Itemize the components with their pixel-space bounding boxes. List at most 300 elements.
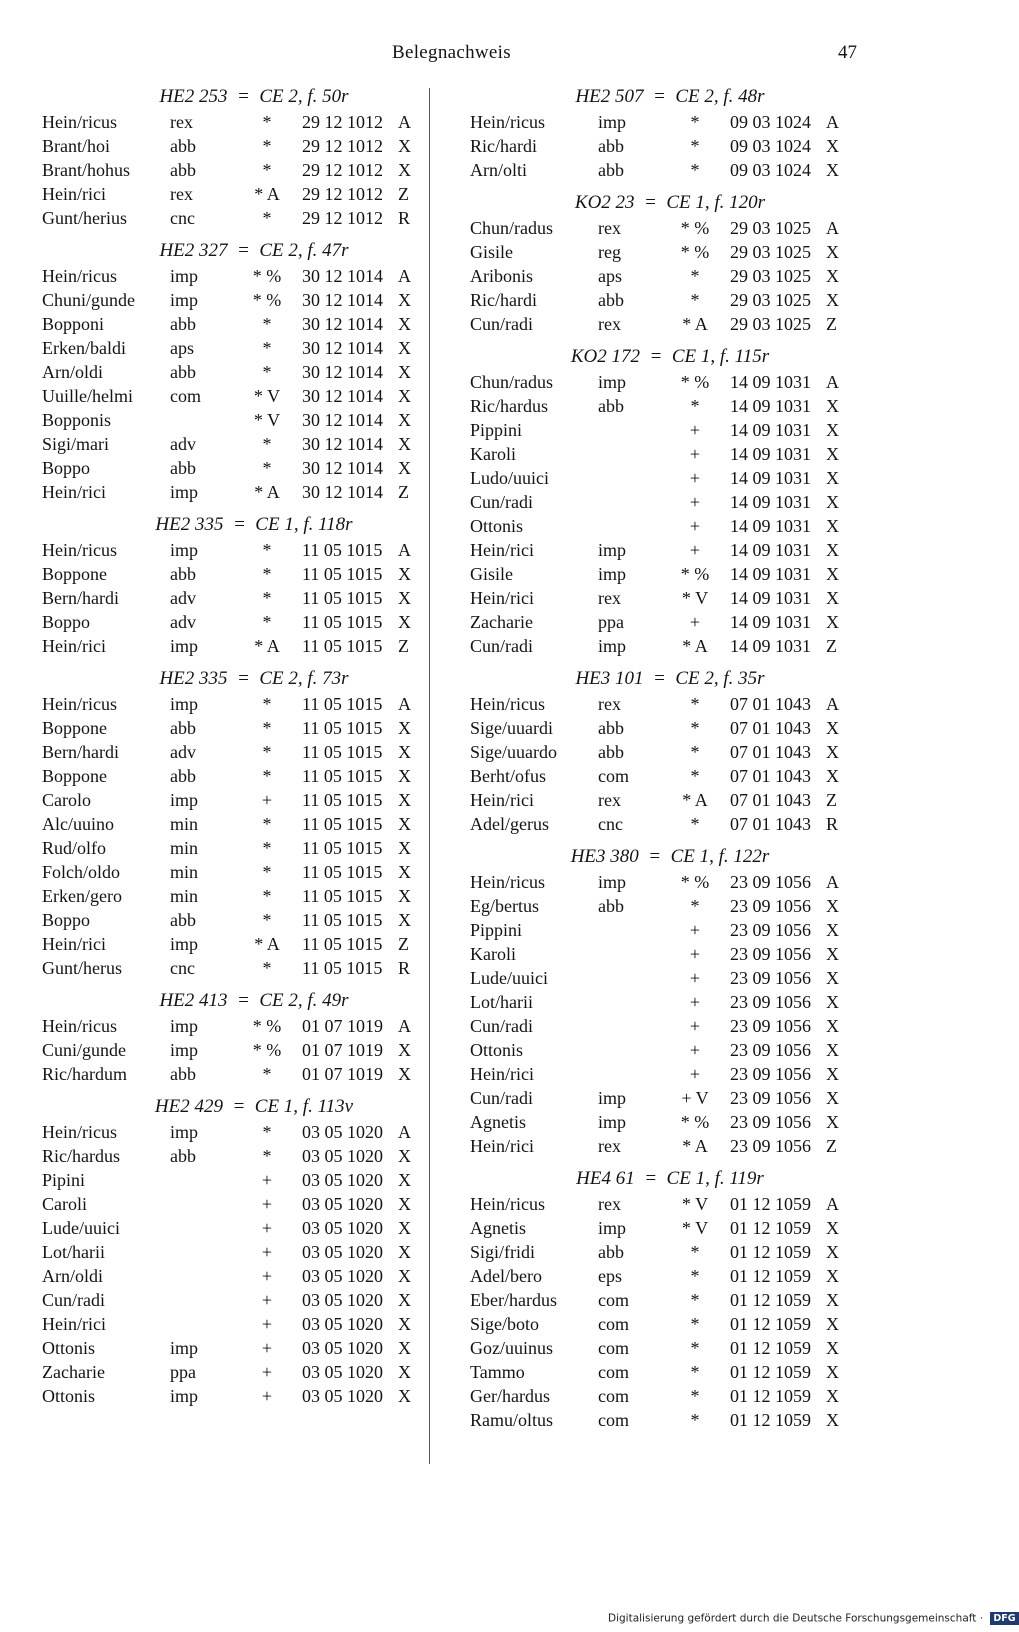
role: reg xyxy=(598,242,621,262)
mark: + xyxy=(261,1290,273,1310)
mark: * xyxy=(262,112,272,132)
entry-type: X xyxy=(398,564,411,584)
mark: + xyxy=(689,1064,701,1084)
mark: * xyxy=(262,742,272,762)
person-name: Lude/uuici xyxy=(470,968,548,988)
role: ppa xyxy=(170,1362,196,1382)
person-name: Sige/uuardo xyxy=(470,742,557,762)
entry-type: X xyxy=(826,492,839,512)
entry-row xyxy=(40,1360,432,1384)
left-column xyxy=(40,84,432,1416)
mark: * xyxy=(690,742,700,762)
person-name: Hein/rici xyxy=(42,184,106,204)
mark: * V xyxy=(681,1218,709,1238)
date: 30 12 1014 xyxy=(302,266,383,286)
date: 23 09 1056 xyxy=(730,1064,811,1084)
entry-row xyxy=(40,932,432,956)
role: com xyxy=(598,1290,629,1310)
date: 09 03 1024 xyxy=(730,160,811,180)
entry-type: X xyxy=(826,992,839,1012)
entry-row xyxy=(40,206,432,230)
person-name: Hein/rici xyxy=(470,1064,534,1084)
entry-type: A xyxy=(826,694,839,714)
entry-type: X xyxy=(826,968,839,988)
date: 11 05 1015 xyxy=(302,886,383,906)
mark: * V xyxy=(681,1194,709,1214)
mark: * xyxy=(262,540,272,560)
entry-row xyxy=(40,1144,432,1168)
role: eps xyxy=(598,1266,622,1286)
role: adv xyxy=(170,588,196,608)
mark: * % xyxy=(252,1016,282,1036)
entry-type: X xyxy=(398,338,411,358)
date: 23 09 1056 xyxy=(730,968,811,988)
role: abb xyxy=(598,136,624,156)
block-title: HE2 335 = CE 1, f. 118r xyxy=(155,514,353,535)
mark: * xyxy=(262,136,272,156)
entry-type: X xyxy=(826,420,839,440)
role: abb xyxy=(598,718,624,738)
role: imp xyxy=(170,290,199,310)
entry-row xyxy=(468,740,860,764)
block-title: HE3 101 = CE 2, f. 35r xyxy=(575,668,765,689)
entry-type: X xyxy=(398,290,411,310)
entry-row xyxy=(40,456,432,480)
mark: * xyxy=(690,814,700,834)
person-name: Hein/rici xyxy=(42,482,106,502)
entry-type: X xyxy=(398,136,411,156)
entry-row xyxy=(40,812,432,836)
entry-row xyxy=(468,1062,860,1086)
entry-row xyxy=(40,562,432,586)
role: cnc xyxy=(170,958,195,978)
entry-type: X xyxy=(398,814,411,834)
date: 01 12 1059 xyxy=(730,1194,811,1214)
entry-row xyxy=(40,1216,432,1240)
block-title: HE2 335 = CE 2, f. 73r xyxy=(159,668,349,689)
person-name: Boppo xyxy=(42,612,91,632)
entry-row xyxy=(468,490,860,514)
date: 29 03 1025 xyxy=(730,218,811,238)
role: abb xyxy=(598,742,624,762)
mark: + xyxy=(689,444,701,464)
entry-type: X xyxy=(398,766,411,786)
role: rex xyxy=(598,218,621,238)
date: 30 12 1014 xyxy=(302,410,383,430)
entry-row xyxy=(468,514,860,538)
entry-row xyxy=(40,716,432,740)
date: 29 03 1025 xyxy=(730,242,811,262)
person-name: Uuille/helmi xyxy=(42,386,133,406)
entry-type: X xyxy=(398,718,411,738)
mark: * xyxy=(690,694,700,714)
person-name: Chun/radus xyxy=(470,372,553,392)
entry-type: X xyxy=(398,1040,411,1060)
person-name: Adel/bero xyxy=(470,1266,542,1286)
entry-block xyxy=(40,512,432,658)
date: 14 09 1031 xyxy=(730,468,811,488)
person-name: Bern/hardi xyxy=(42,742,119,762)
mark: * % xyxy=(680,1112,710,1132)
entry-row xyxy=(468,716,860,740)
entry-type: X xyxy=(826,1386,839,1406)
entry-row xyxy=(40,610,432,634)
role: cnc xyxy=(170,208,195,228)
date: 14 09 1031 xyxy=(730,492,811,512)
mark: + xyxy=(689,1040,701,1060)
entry-type: X xyxy=(826,1016,839,1036)
entry-type: X xyxy=(826,468,839,488)
date: 23 09 1056 xyxy=(730,1040,811,1060)
mark: + V xyxy=(681,1088,709,1108)
mark: * xyxy=(262,1064,272,1084)
role: abb xyxy=(598,896,624,916)
role: com xyxy=(598,766,629,786)
entry-type: X xyxy=(826,1410,839,1430)
entry-row xyxy=(40,110,432,134)
entry-row xyxy=(468,418,860,442)
mark: + xyxy=(689,992,701,1012)
entry-row xyxy=(468,216,860,240)
entry-type: A xyxy=(398,112,411,132)
person-name: Lude/uuici xyxy=(42,1218,120,1238)
mark: * % xyxy=(680,372,710,392)
person-name: Folch/oldo xyxy=(42,862,121,882)
role: abb xyxy=(598,160,624,180)
person-name: Ramu/oltus xyxy=(470,1410,554,1430)
person-name: Ric/hardi xyxy=(470,136,537,156)
person-name: Gunt/herus xyxy=(42,958,122,978)
mark: * xyxy=(262,208,272,228)
entry-type: X xyxy=(398,1290,411,1310)
entry-type: X xyxy=(826,1362,839,1382)
mark: * xyxy=(690,1386,700,1406)
person-name: Alc/uuino xyxy=(42,814,114,834)
person-name: Sige/uuardi xyxy=(470,718,553,738)
person-name: Hein/ricus xyxy=(42,266,117,286)
mark: * xyxy=(262,314,272,334)
entry-type: X xyxy=(398,1314,411,1334)
date: 07 01 1043 xyxy=(730,790,811,810)
person-name: Ric/hardus xyxy=(470,396,548,416)
entry-row xyxy=(40,480,432,504)
entry-row xyxy=(468,788,860,812)
entry-type: A xyxy=(398,694,411,714)
entry-type: X xyxy=(398,1338,411,1358)
date: 07 01 1043 xyxy=(730,718,811,738)
date: 11 05 1015 xyxy=(302,766,383,786)
person-name: Hein/ricus xyxy=(42,1016,117,1036)
block-title: HE4 61 = CE 1, f. 119r xyxy=(576,1168,764,1189)
entry-row xyxy=(468,1110,860,1134)
date: 23 09 1056 xyxy=(730,992,811,1012)
date: 14 09 1031 xyxy=(730,612,811,632)
entry-row xyxy=(40,182,432,206)
block-title: KO2 172 = CE 1, f. 115r xyxy=(570,346,770,367)
date: 30 12 1014 xyxy=(302,338,383,358)
person-name: Zacharie xyxy=(470,612,533,632)
person-name: Hein/ricus xyxy=(42,540,117,560)
role: aps xyxy=(170,338,194,358)
date: 03 05 1020 xyxy=(302,1122,383,1142)
date: 03 05 1020 xyxy=(302,1338,383,1358)
entry-row xyxy=(40,264,432,288)
person-name: Hein/rici xyxy=(42,934,106,954)
entry-type: A xyxy=(826,112,839,132)
role: cnc xyxy=(598,814,623,834)
entry-row xyxy=(40,740,432,764)
mark: * xyxy=(262,434,272,454)
person-name: Ottonis xyxy=(42,1386,96,1406)
entry-block xyxy=(40,1094,432,1408)
entry-row xyxy=(40,1312,432,1336)
entry-type: X xyxy=(398,362,411,382)
entry-type: X xyxy=(398,588,411,608)
mark: * xyxy=(690,1410,700,1430)
person-name: Pipini xyxy=(42,1170,86,1190)
entry-row xyxy=(468,1014,860,1038)
date: 14 09 1031 xyxy=(730,588,811,608)
role: imp xyxy=(170,694,199,714)
entry-type: X xyxy=(826,540,839,560)
entry-row xyxy=(40,764,432,788)
role: imp xyxy=(170,266,199,286)
role: rex xyxy=(598,1194,621,1214)
mark: * % xyxy=(680,218,710,238)
date: 03 05 1020 xyxy=(302,1218,383,1238)
entry-row xyxy=(468,610,860,634)
date: 11 05 1015 xyxy=(302,958,383,978)
person-name: Ric/hardi xyxy=(470,290,537,310)
entry-row xyxy=(40,432,432,456)
mark: * xyxy=(262,1146,272,1166)
entry-type: X xyxy=(398,434,411,454)
entry-type: Z xyxy=(826,636,837,656)
mark: * xyxy=(262,338,272,358)
mark: * xyxy=(262,862,272,882)
mark: + xyxy=(689,516,701,536)
entry-row xyxy=(468,1134,860,1158)
entry-row xyxy=(468,442,860,466)
role: imp xyxy=(170,1338,199,1358)
date: 01 07 1019 xyxy=(302,1016,383,1036)
mark: + xyxy=(261,1266,273,1286)
entry-row xyxy=(40,538,432,562)
entry-type: X xyxy=(826,516,839,536)
mark: * % xyxy=(252,1040,282,1060)
role: abb xyxy=(170,1146,196,1166)
date: 01 07 1019 xyxy=(302,1040,383,1060)
entry-type: A xyxy=(826,1194,839,1214)
date: 14 09 1031 xyxy=(730,564,811,584)
person-name: Cun/radi xyxy=(470,492,533,512)
mark: + xyxy=(261,790,273,810)
mark: + xyxy=(689,420,701,440)
entry-row xyxy=(40,908,432,932)
role: abb xyxy=(598,290,624,310)
role: imp xyxy=(598,1088,627,1108)
entry-type: X xyxy=(826,1314,839,1334)
date: 30 12 1014 xyxy=(302,362,383,382)
entry-row xyxy=(40,1192,432,1216)
role: imp xyxy=(170,636,199,656)
entry-type: X xyxy=(826,564,839,584)
mark: * % xyxy=(680,242,710,262)
entry-block xyxy=(468,84,860,182)
date: 30 12 1014 xyxy=(302,458,383,478)
mark: * xyxy=(690,160,700,180)
person-name: Arn/oldi xyxy=(42,362,103,382)
date: 07 01 1043 xyxy=(730,694,811,714)
page-header xyxy=(0,42,1000,70)
mark: * xyxy=(262,1122,272,1142)
entry-row xyxy=(468,562,860,586)
entry-type: X xyxy=(826,1112,839,1132)
entry-type: X xyxy=(826,266,839,286)
date: 01 12 1059 xyxy=(730,1266,811,1286)
entry-row xyxy=(468,966,860,990)
person-name: Adel/gerus xyxy=(470,814,549,834)
entry-type: A xyxy=(826,218,839,238)
entry-row xyxy=(468,894,860,918)
date: 23 09 1056 xyxy=(730,1088,811,1108)
mark: * xyxy=(262,612,272,632)
date: 11 05 1015 xyxy=(302,694,383,714)
date: 03 05 1020 xyxy=(302,1386,383,1406)
role: imp xyxy=(170,482,199,502)
mark: * V xyxy=(253,410,281,430)
date: 14 09 1031 xyxy=(730,396,811,416)
date: 11 05 1015 xyxy=(302,934,383,954)
mark: + xyxy=(689,920,701,940)
mark: * xyxy=(690,1266,700,1286)
entry-row xyxy=(468,812,860,836)
mark: * xyxy=(690,1290,700,1310)
person-name: Chuni/gunde xyxy=(42,290,135,310)
mark: * xyxy=(262,838,272,858)
role: adv xyxy=(170,434,196,454)
role: rex xyxy=(598,694,621,714)
entry-row xyxy=(40,134,432,158)
entry-row xyxy=(40,1336,432,1360)
mark: + xyxy=(261,1362,273,1382)
mark: * xyxy=(262,588,272,608)
date: 11 05 1015 xyxy=(302,612,383,632)
date: 07 01 1043 xyxy=(730,742,811,762)
person-name: Sigi/fridi xyxy=(470,1242,536,1262)
entry-type: Z xyxy=(398,482,409,502)
entry-row xyxy=(40,384,432,408)
mark: * A xyxy=(682,314,708,334)
date: 29 03 1025 xyxy=(730,290,811,310)
person-name: Hein/ricus xyxy=(470,1194,545,1214)
entry-type: X xyxy=(826,136,839,156)
person-name: Agnetis xyxy=(470,1218,526,1238)
person-name: Boppone xyxy=(42,718,107,738)
entry-row xyxy=(468,586,860,610)
date: 23 09 1056 xyxy=(730,1016,811,1036)
person-name: Boppo xyxy=(42,458,91,478)
person-name: Cun/radi xyxy=(470,1088,533,1108)
entry-row xyxy=(40,1038,432,1062)
entry-type: R xyxy=(826,814,839,834)
date: 29 12 1012 xyxy=(302,112,383,132)
entry-row xyxy=(468,538,860,562)
block-title: KO2 23 = CE 1, f. 120r xyxy=(574,192,766,213)
entry-type: R xyxy=(398,208,411,228)
date: 23 09 1056 xyxy=(730,896,811,916)
person-name: Hein/ricus xyxy=(470,694,545,714)
person-name: Cun/radi xyxy=(470,314,533,334)
entry-row xyxy=(40,860,432,884)
entry-row xyxy=(40,634,432,658)
date: 01 12 1059 xyxy=(730,1362,811,1382)
entry-type: X xyxy=(826,1266,839,1286)
date: 07 01 1043 xyxy=(730,766,811,786)
date: 11 05 1015 xyxy=(302,564,383,584)
date: 03 05 1020 xyxy=(302,1146,383,1166)
person-name: Bopponi xyxy=(42,314,105,334)
person-name: Boppo xyxy=(42,910,91,930)
date: 30 12 1014 xyxy=(302,482,383,502)
entry-type: X xyxy=(398,790,411,810)
entry-type: X xyxy=(826,1040,839,1060)
entry-row xyxy=(468,918,860,942)
entry-block xyxy=(468,344,860,658)
role: rex xyxy=(170,184,193,204)
entry-type: X xyxy=(826,588,839,608)
mark: * xyxy=(262,718,272,738)
role: abb xyxy=(598,396,624,416)
entry-row xyxy=(468,1086,860,1110)
date: 23 09 1056 xyxy=(730,1136,811,1156)
date: 23 09 1056 xyxy=(730,944,811,964)
role: abb xyxy=(170,458,196,478)
role: abb xyxy=(170,766,196,786)
entry-type: X xyxy=(398,386,411,406)
mark: * A xyxy=(682,636,708,656)
role: imp xyxy=(598,872,627,892)
entry-type: X xyxy=(398,160,411,180)
entry-type: X xyxy=(398,410,411,430)
entry-type: X xyxy=(826,444,839,464)
entry-row xyxy=(40,288,432,312)
role: min xyxy=(170,814,199,834)
date: 14 09 1031 xyxy=(730,516,811,536)
person-name: Goz/uuinus xyxy=(470,1338,553,1358)
entry-row xyxy=(40,1120,432,1144)
mark: * % xyxy=(252,290,282,310)
entry-type: Z xyxy=(826,314,837,334)
entry-row xyxy=(468,1408,860,1432)
entry-type: X xyxy=(826,944,839,964)
mark: * A xyxy=(254,636,280,656)
mark: * xyxy=(262,694,272,714)
role: imp xyxy=(598,564,627,584)
entry-type: X xyxy=(826,766,839,786)
role: imp xyxy=(598,636,627,656)
entry-row xyxy=(468,158,860,182)
block-title: HE2 507 = CE 2, f. 48r xyxy=(575,86,765,107)
mark: * xyxy=(690,718,700,738)
person-name: Hein/ricus xyxy=(42,694,117,714)
block-title: HE2 429 = CE 1, f. 113v xyxy=(154,1096,354,1117)
entry-type: X xyxy=(398,886,411,906)
date: 07 01 1043 xyxy=(730,814,811,834)
person-name: Eg/bertus xyxy=(470,896,539,916)
mark: * xyxy=(262,886,272,906)
entry-row xyxy=(40,1384,432,1408)
